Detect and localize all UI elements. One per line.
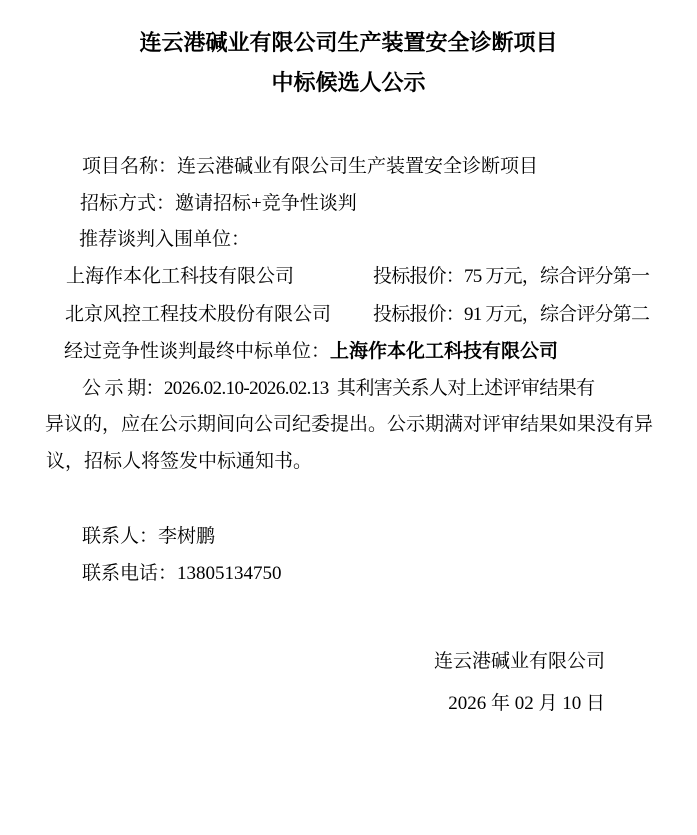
document-title-line1: 连云港碱业有限公司生产装置安全诊断项目 xyxy=(139,30,558,55)
signature-company: 连云港碱业有限公司 xyxy=(433,651,605,672)
bidder-2-quote: 投标报价：91 万元，综合评分第二 xyxy=(373,304,650,325)
bidding-method-line: 招标方式：邀请招标+竞争性谈判 xyxy=(80,193,357,214)
contact-person-line: 联系人：李树鹏 xyxy=(82,526,216,547)
winner-line xyxy=(64,340,558,363)
publicity-period-line3: 议，招标人将签发中标通知书。 xyxy=(46,451,313,472)
document-title-line2: 中标候选人公示 xyxy=(271,70,426,95)
project-name-line: 项目名称：连云港碱业有限公司生产装置安全诊断项目 xyxy=(82,156,539,177)
signature-date: 2026 年 02 月 10 日 xyxy=(448,693,605,714)
winner-line-prefix: 经过竞争性谈判最终中标单位： xyxy=(64,341,331,362)
publicity-period-line2: 异议的，应在公示期间向公司纪委提出。公示期满对评审结果如果没有异 xyxy=(45,414,654,435)
winner-company-name: 上海作本化工科技有限公司 xyxy=(330,341,559,362)
publicity-period-line1: 公 示 期：2026.02.10-2026.02.13 其利害关系人对上述评审结果有 xyxy=(82,378,595,399)
bidder-1-name: 上海作本化工科技有限公司 xyxy=(66,266,295,287)
bidder-2-name: 北京风控工程技术股份有限公司 xyxy=(65,304,332,325)
bidder-1-quote: 投标报价：75 万元，综合评分第一 xyxy=(373,266,650,287)
contact-phone-line: 联系电话：13805134750 xyxy=(82,563,282,584)
shortlist-heading: 推荐谈判入围单位： xyxy=(79,229,251,250)
